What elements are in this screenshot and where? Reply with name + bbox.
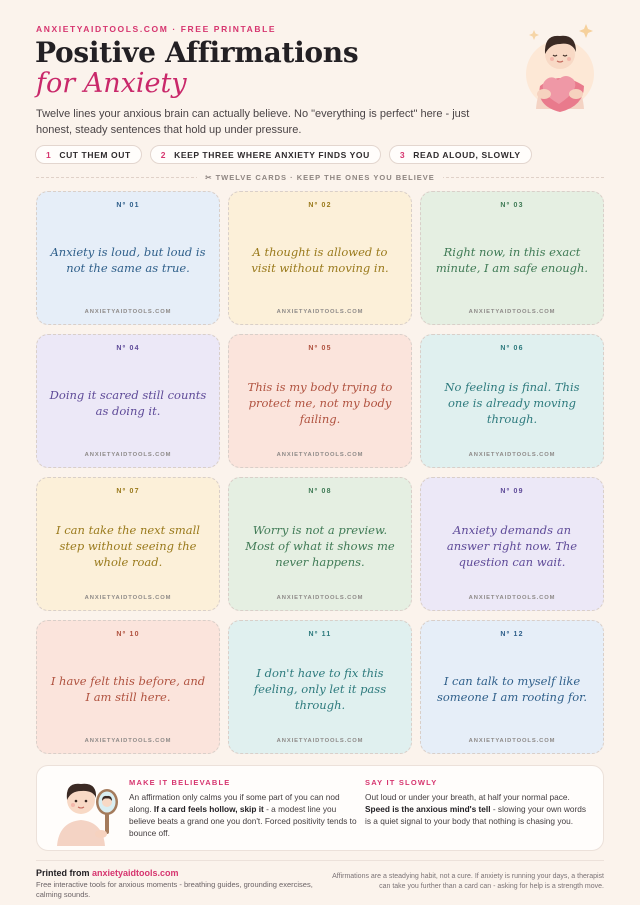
card-number: Nº 12 [500,631,524,638]
footer-disclaimer: Affirmations are a steadying habit, not a cure. If anxiety is running your days, a therapist can take you further than a card can - asking for help is a strength move. [332,873,604,890]
step-label: CUT THEM OUT [59,149,131,160]
tip-body-text: Out loud or under your breath, at half your normal pace. [365,792,570,802]
self-hug-illustration [514,14,604,114]
affirmation-card [36,477,220,611]
step-number: 3 [399,149,406,160]
card-footer: ANXIETYAIDTOOLS.COM [276,309,364,315]
card-footer: ANXIETYAIDTOOLS.COM [84,595,172,601]
card-footer: ANXIETYAIDTOOLS.COM [468,595,556,601]
card-number: Nº 08 [308,488,332,495]
card-number: Nº 09 [500,488,524,495]
card-footer: ANXIETYAIDTOOLS.COM [84,738,172,744]
affirmation-card [420,620,604,754]
printed-from [36,868,179,878]
divider-label: ✂ TWELVE CARDS · KEEP THE ONES YOU BELIEVE [197,173,443,182]
card-footer: ANXIETYAIDTOOLS.COM [276,452,364,458]
step-label: KEEP THREE WHERE ANXIETY FINDS YOU [174,149,370,160]
card-number: Nº 02 [308,202,332,209]
affirmation-card [36,334,220,468]
affirmation-card [228,334,412,468]
affirmation-card [420,334,604,468]
tip-heading: MAKE IT BELIEVABLE [129,778,231,787]
card-text: I can take the next small step without seeing the whole road. [56,523,200,569]
how-to-steps [35,145,532,164]
tip-body-text: An affirmation only calms you if some part of you can nod along. [129,792,340,814]
tip-make-it-believable [129,778,357,839]
card-text: Anxiety demands an answer right now. The question can wait. [446,523,578,569]
tip-body [129,791,357,839]
card-text: I don't have to fix this feeling, only let it pass through. [253,666,387,712]
site-link[interactable]: anxietyaidtools.com [92,868,179,878]
tip-body [365,791,593,827]
affirmation-card-grid [36,191,604,754]
intro-text: Twelve lines your anxious brain can actually believe. No "everything is perfect" here - just honest, steady sentences that hold up under pressure. [36,108,470,136]
affirmation-card [228,620,412,754]
tips-panel [36,765,604,851]
card-text: I have felt this before, and I am still here. [50,674,206,704]
card-text: I can talk to myself like someone I am rooting for. [436,674,588,704]
card-text: No feeling is final. This one is already moving through. [444,380,580,426]
affirmation-card [228,477,412,611]
card-text: Doing it scared still counts as doing it. [49,388,207,418]
step-pill-2 [150,145,381,164]
page-title: Positive Affirmations [35,36,359,69]
step-pill-3 [389,145,532,164]
tip-heading: SAY IT SLOWLY [365,778,438,787]
step-label: READ ALOUD, SLOWLY [413,149,521,160]
affirmation-card [228,191,412,325]
card-text: This is my body trying to protect me, not my body failing. [247,380,393,426]
tip-say-it-slowly [365,778,593,827]
affirmation-card [420,477,604,611]
card-number: Nº 04 [116,345,140,352]
step-number: 1 [46,149,52,160]
card-text: Worry is not a preview. Most of what it shows me never happens. [245,523,395,569]
card-text: Anxiety is loud, but loud is not the same as true. [50,245,206,275]
card-footer: ANXIETYAIDTOOLS.COM [468,452,556,458]
step-number: 2 [160,149,167,160]
tip-body-emphasis: If a card feels hollow, skip it [153,804,264,814]
card-number: Nº 01 [116,202,140,209]
tip-body-emphasis: Speed is the anxious mind's tell [365,804,491,814]
card-footer: ANXIETYAIDTOOLS.COM [84,452,172,458]
affirmation-card [36,191,220,325]
mirror-illustration [53,772,133,846]
card-text: A thought is allowed to visit without moving in. [251,245,389,275]
page-subtitle: for Anxiety [36,68,187,99]
card-footer: ANXIETYAIDTOOLS.COM [276,595,364,601]
brand-kicker: ANXIETYAIDTOOLS.COM · FREE PRINTABLE [36,24,277,34]
card-number: Nº 10 [116,631,140,638]
card-footer: ANXIETYAIDTOOLS.COM [276,738,364,744]
card-footer: ANXIETYAIDTOOLS.COM [84,309,172,315]
card-footer: ANXIETYAIDTOOLS.COM [468,738,556,744]
tip-body-text: - slowing your own words is a quiet signal to your body that nothing is chasing you. [365,804,586,826]
card-text: Right now, in this exact minute, I am safe enough. [435,245,589,275]
footer-divider [36,860,604,861]
step-pill-1 [35,145,142,164]
footer-tagline: Free interactive tools for anxious moments - breathing guides, grounding exercises, calming sounds. [36,880,313,899]
card-number: Nº 05 [308,345,332,352]
card-number: Nº 03 [500,202,524,209]
card-footer: ANXIETYAIDTOOLS.COM [468,309,556,315]
card-number: Nº 07 [116,488,140,495]
affirmation-card [36,620,220,754]
printed-prefix: Printed from [36,868,93,878]
tip-body-text: - a modest line you believe beats a grand one you don't. Forced positivity tends to bounce off. [129,804,357,838]
card-number: Nº 11 [308,631,332,638]
affirmation-card [420,191,604,325]
card-number: Nº 06 [500,345,524,352]
